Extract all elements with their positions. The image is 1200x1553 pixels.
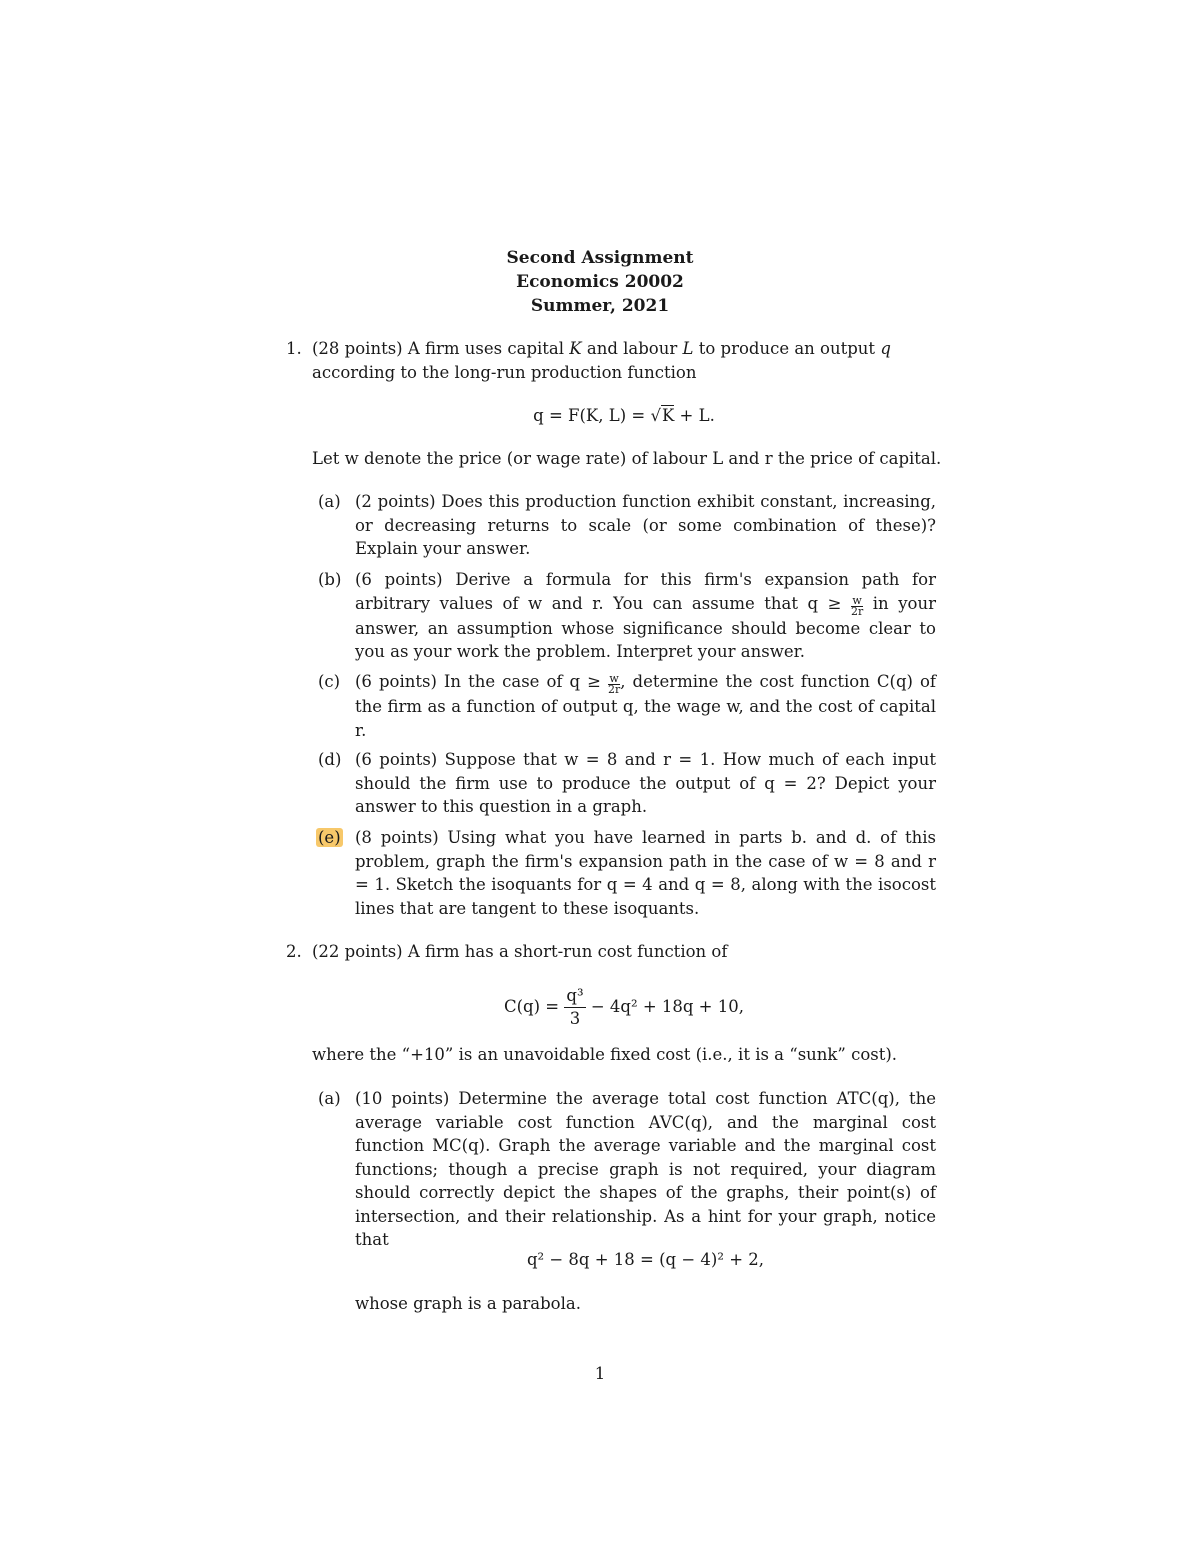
- part-label: (b): [318, 570, 342, 589]
- part-text: (8 points) Using what you have learned in parts b. and d. of this problem, graph the firm's expansion path in the case of w = 8 and r = 1. Sketch the isoquants for q = 4 and q = 8, along with the isocost lines that are tangent to these isoquants.: [355, 828, 936, 918]
- course-name: Economics 20002: [516, 272, 684, 292]
- fraction-w-over-2r: $\frac{w}{2r}$: [607, 672, 621, 696]
- fraction-w-over-2r: $\frac{w}{2r}$: [850, 593, 864, 618]
- hint-after-text: whose graph is a parabola.: [355, 1294, 581, 1313]
- question-1-let-text: Let w denote the price (or wage rate) of labour L and r the price of capital.: [312, 449, 942, 468]
- part-text: (6 points) Derive a formula for this firm's expansion path for arbitrary values of w and r. You can assume that q ≥ $\frac{w}{2r}$ in your answer, an assumption whose significance should become clear to you as your work the problem. Interpret your answer.: [355, 570, 936, 661]
- term: Summer, 2021: [530, 296, 670, 316]
- question-1-intro: (28 points) A firm uses capital K and labour L to produce an output q according to the long-run production function: [312, 339, 891, 382]
- part-label: (a): [318, 1089, 341, 1108]
- question-number: 2.: [286, 942, 302, 961]
- question-2-intro: (22 points) A firm has a short-run cost function of: [312, 942, 728, 961]
- part-text: (2 points) Does this production function exhibit constant, increasing, or decreasing returns to scale (or some combination of these)? Explain your answer.: [355, 492, 936, 558]
- part-text: (6 points) Suppose that w = 8 and r = 1. How much of each input should the firm use to produce the output of q = 2? Depict your answer to this question in a graph.: [355, 750, 936, 816]
- part-text: (6 points) In the case of q ≥ $\frac{w}{2r}$ , determine the cost function C(q) of the firm as a function of output q, the wage w, and the cost of capital r.: [355, 672, 937, 740]
- part-text: (10 points) Determine the average total cost function ATC(q), the average variable cost function AVC(q), and the marginal cost function MC(q). Graph the average variable and the marginal cost functions; though a precise graph is not required, your diagram should correctly depict the shapes of the graphs, their point(s) of intersection, and their relationship. As a hint for your graph, notice that: [355, 1089, 936, 1249]
- fraction-q-cubed-over-3: $\frac{\text{q³}}{3}$: [566, 986, 584, 1028]
- document-header: [0, 246, 1200, 318]
- question-2-where-text: where the “+10” is an unavoidable fixed cost (i.e., it is a “sunk” cost).: [312, 1045, 898, 1064]
- cost-function-equation: C(q) = $\frac{\text{q³}}{3}$ − 4q² + 18q + 10,: [504, 986, 744, 1028]
- part-label: (d): [318, 750, 342, 769]
- part-label: (c): [318, 672, 341, 691]
- hint-equation: q² − 8q + 18 = (q − 4)² + 2,: [526, 1250, 765, 1269]
- production-function-equation: q = F(K, L) = √K + L.: [533, 406, 715, 425]
- question-number: 1.: [286, 339, 302, 358]
- part-label-highlighted: (e): [318, 828, 341, 847]
- page-number: 1: [594, 1364, 606, 1383]
- document-title: Second Assignment: [506, 248, 694, 268]
- part-label: (a): [318, 492, 341, 511]
